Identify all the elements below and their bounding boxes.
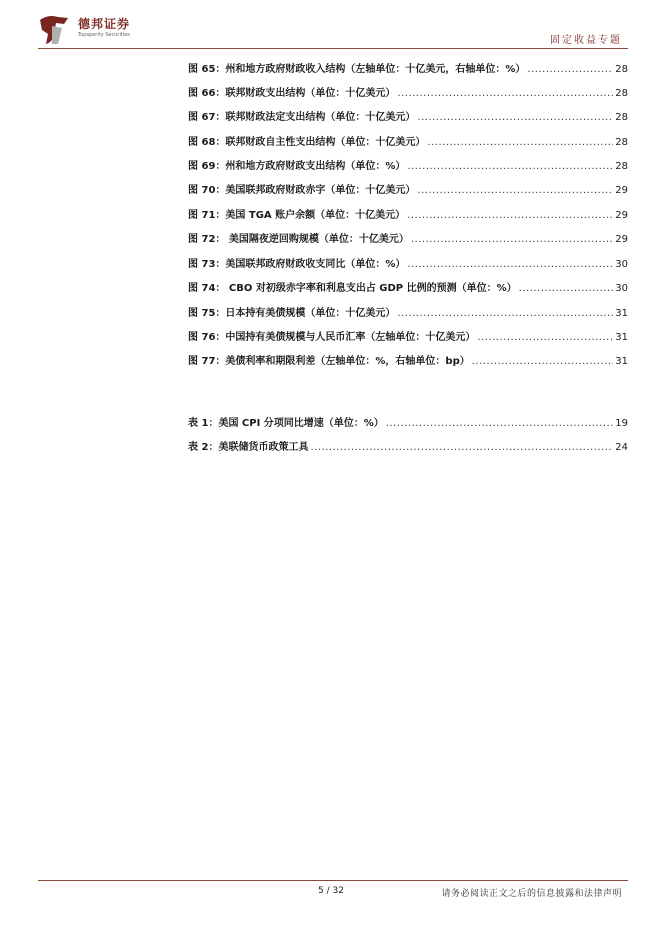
logo-mark-icon [38,14,72,46]
toc-entry[interactable]: 图 72： 美国隔夜逆回购规模（单位：十亿美元） ..... 29 [188,231,628,245]
page-header [0,0,662,52]
company-name-cn: 德邦证券 [78,17,131,31]
company-name-en: Topsperity Securities [78,32,130,38]
toc-entry[interactable]: 图 67：联邦财政法定支出结构（单位：十亿美元） ..... 28 [188,109,628,123]
footer-divider [38,880,628,881]
toc-entry[interactable]: 图 77：美债利率和期限利差（左轴单位：%，右轴单位：bp） ..... 31 [188,353,628,367]
toc-entry[interactable]: 图 65：州和地方政府财政收入结构（左轴单位：十亿美元，右轴单位：%） ..... 28 [188,61,628,75]
toc-entry[interactable]: 图 76：中国持有美债规模与人民币汇率（左轴单位：十亿美元） ..... 31 [188,329,628,343]
company-logo [38,14,158,48]
toc-entry[interactable]: 图 70：美国联邦政府财政赤字（单位：十亿美元） ..... 29 [188,182,628,196]
page-number: 5 / 32 [318,886,344,896]
toc-entry[interactable]: 图 73：美国联邦政府财政收支同比（单位：%） ..... 30 [188,256,628,270]
toc-table-entry[interactable]: 表 1：美国 CPI 分项同比增速（单位：%） ..... 19 [188,415,628,429]
toc-entry[interactable]: 图 74： CBO 对初级赤字率和利息支出占 GDP 比例的预测（单位：%） ..... 30 [188,280,628,294]
toc-entry[interactable]: 图 69：州和地方政府财政支出结构（单位：%） ..... 28 [188,158,628,172]
toc-entry[interactable]: 图 71：美国 TGA 账户余额（单位：十亿美元） ..... 29 [188,207,628,221]
section-title: 固定收益专题 [550,35,622,46]
header-divider [38,48,628,49]
toc-entry[interactable]: 图 66：联邦财政支出结构（单位：十亿美元） ..... 28 [188,85,628,99]
toc-entry[interactable]: 图 75：日本持有美债规模（单位：十亿美元） ..... 31 [188,305,628,319]
footer-disclaimer: 请务必阅读正文之后的信息披露和法律声明 [441,889,622,899]
toc-entry[interactable]: 图 68：联邦财政自主性支出结构（单位：十亿美元） ..... 28 [188,134,628,148]
toc-table-entry[interactable]: 表 2：美联储货币政策工具 ..... 24 [188,439,628,453]
